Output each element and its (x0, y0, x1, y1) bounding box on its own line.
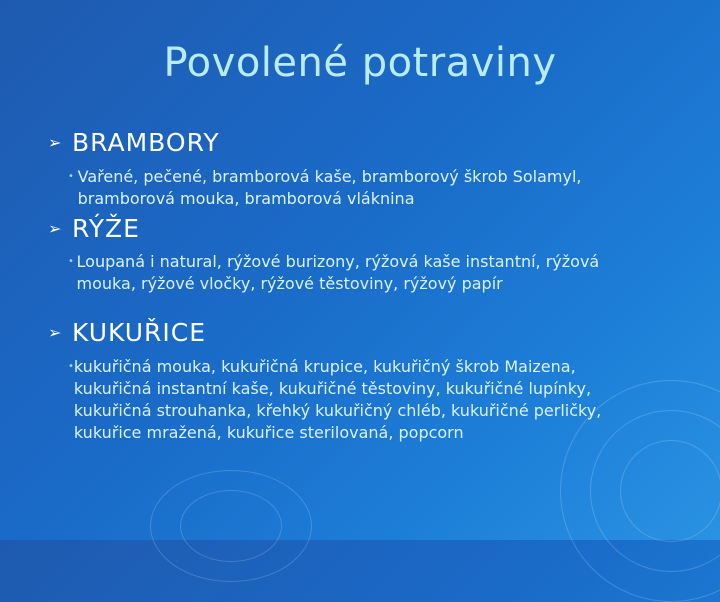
list-item (68, 356, 658, 444)
section-heading: BRAMBORY (72, 128, 220, 157)
section-ryze (48, 214, 140, 243)
section-heading: KUKUŘICE (72, 318, 207, 347)
list-item (68, 251, 658, 295)
list-item (68, 166, 658, 210)
item-text: Vařené, pečené, bramborová kaše, bramborový škrob Solamyl, bramborová mouka, bramborová vláknina (77, 167, 582, 208)
dot-bullet-icon: • (68, 361, 74, 372)
section-kukurice (48, 318, 206, 347)
dot-bullet-icon: • (68, 171, 74, 182)
section-brambory (48, 128, 220, 157)
dot-bullet-icon: • (68, 256, 74, 267)
slide-title: Povolené potraviny (163, 40, 557, 86)
section-heading: RÝŽE (72, 214, 140, 243)
item-text: Loupaná i natural, rýžové burizony, rýžová kaše instantní, rýžová mouka, rýžové vločky, rýžové těstoviny, rýžový papír (76, 252, 600, 293)
arrow-bullet-icon: ➢ (48, 219, 62, 238)
arrow-bullet-icon: ➢ (48, 323, 62, 342)
item-text: kukuřičná mouka, kukuřičná krupice, kukuřičný škrob Maizena, kukuřičná instantní kaše, kukuřičné těstoviny, kukuřičné lupínky, kukuřičná strouhanka, křehký kukuřičný chléb, kukuřičné perličky, kukuřice mražená, kukuřice sterilovaná, popcorn (73, 357, 602, 442)
arrow-bullet-icon: ➢ (48, 133, 62, 152)
